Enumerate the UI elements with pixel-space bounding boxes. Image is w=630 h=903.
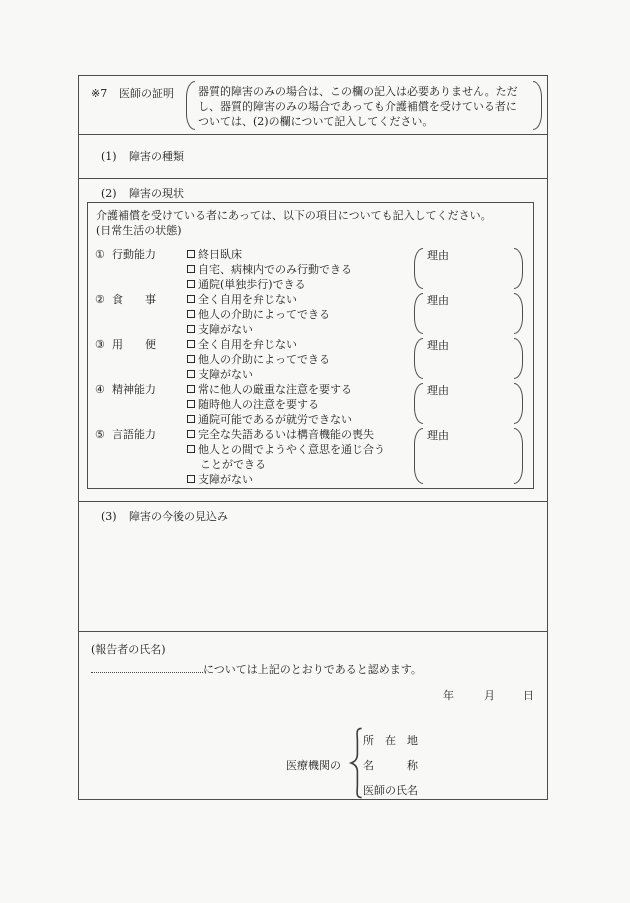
option-row — [187, 427, 395, 442]
reason-bracket — [414, 338, 523, 379]
section2-no: (2) — [101, 187, 117, 200]
right-paren-icon — [514, 248, 523, 289]
option-row — [187, 367, 395, 382]
item-label: 精神能力 — [112, 383, 156, 396]
daily-life-subnote: (日常生活の状態) — [96, 224, 182, 237]
org-field: 名 称 — [363, 759, 418, 772]
reason-label: 理由 — [427, 294, 449, 307]
option-label: 終日臥床 — [198, 248, 242, 261]
org-field: 所 在 地 — [363, 734, 418, 747]
reason-bracket — [414, 428, 523, 484]
option-label: 支障がない — [198, 473, 253, 486]
option-label: 完全な失語あるいは構音機能の喪失 — [198, 428, 374, 441]
option-row — [187, 277, 395, 292]
name-fill-line[interactable] — [91, 661, 203, 673]
option-row — [187, 247, 395, 262]
option-label: 他人との間でようやく意思を通じ合うことができる — [198, 443, 385, 471]
header-section-no: ※7 — [91, 87, 108, 100]
right-paren-icon — [514, 428, 523, 484]
option-row — [187, 382, 395, 397]
checkbox-icon[interactable] — [187, 445, 195, 453]
item-row — [88, 292, 533, 337]
section2-title: 障害の現状 — [129, 187, 184, 200]
reason-bracket — [414, 248, 523, 289]
option-label: 他人の介助によってできる — [198, 353, 330, 366]
item-label: 用 便 — [112, 338, 156, 351]
note-line: し、器質的障害のみの場合であっても介護補償を受けている者に — [198, 100, 517, 113]
right-paren-icon — [533, 81, 542, 130]
left-paren-icon — [414, 383, 423, 424]
checkbox-icon[interactable] — [187, 295, 195, 303]
item-options — [187, 292, 395, 337]
org-field: 医師の氏名 — [363, 784, 418, 797]
header-note-text — [198, 84, 532, 129]
option-label: 常に他人の厳重な注意を要する — [198, 383, 352, 396]
option-label: 随時他人の注意を要する — [198, 398, 319, 411]
header-title: 医師の証明 — [119, 87, 174, 100]
item-row — [88, 427, 533, 487]
item-label: 言語能力 — [112, 428, 156, 441]
option-row — [187, 292, 395, 307]
option-row — [187, 322, 395, 337]
statement-text: については上記のとおりであると認めます。 — [203, 663, 422, 676]
footer-row — [79, 631, 547, 801]
daily-life-box — [87, 202, 534, 489]
checkbox-icon[interactable] — [187, 265, 195, 273]
note-line: 器質的障害のみの場合は、この欄の記入は必要ありません。ただ — [198, 85, 518, 98]
right-paren-icon — [514, 293, 523, 334]
option-row — [187, 472, 395, 487]
right-paren-icon — [514, 338, 523, 379]
option-label: 支障がない — [198, 323, 253, 336]
item-number: ⑤ — [95, 428, 105, 441]
option-row — [187, 337, 395, 352]
option-label: 通院可能であるが就労できない — [198, 413, 352, 426]
reason-label: 理由 — [427, 339, 449, 352]
option-label: 全く自用を弁じない — [198, 293, 297, 306]
section1-row — [79, 134, 547, 178]
reason-bracket — [414, 383, 523, 424]
note-line: ついては、(2)の欄について記入してください。 — [198, 115, 434, 128]
option-label: 他人の介助によってできる — [198, 308, 330, 321]
reason-bracket — [414, 293, 523, 334]
date-day-label: 日 — [523, 689, 534, 702]
item-options — [187, 427, 395, 487]
option-row — [187, 442, 395, 472]
form-sheet — [78, 75, 548, 800]
option-label: 通院(単独歩行)できる — [198, 278, 306, 291]
option-row — [187, 412, 395, 427]
item-options — [187, 382, 395, 427]
right-paren-icon — [514, 383, 523, 424]
item-row — [88, 382, 533, 427]
option-row — [187, 307, 395, 322]
item-label: 行動能力 — [112, 248, 156, 261]
reason-label: 理由 — [427, 249, 449, 262]
item-number: ① — [95, 248, 105, 261]
reporter-label: (報告者の氏名) — [91, 643, 166, 656]
checkbox-icon[interactable] — [187, 340, 195, 348]
item-row — [88, 337, 533, 382]
date-month-label: 月 — [484, 689, 495, 702]
checkbox-icon[interactable] — [187, 250, 195, 258]
checkbox-icon[interactable] — [187, 430, 195, 438]
item-number: ③ — [95, 338, 105, 351]
date-year-label: 年 — [443, 689, 454, 702]
item-row — [88, 247, 533, 292]
item-options — [187, 247, 395, 292]
checkbox-icon[interactable] — [187, 400, 195, 408]
left-paren-icon — [414, 338, 423, 379]
section2-row — [79, 178, 547, 501]
left-paren-icon — [414, 293, 423, 334]
item-options — [187, 337, 395, 382]
option-row — [187, 352, 395, 367]
option-label: 自宅、病棟内でのみ行動できる — [198, 263, 352, 276]
checkbox-icon[interactable] — [187, 280, 195, 288]
checkbox-icon[interactable] — [187, 310, 195, 318]
section3-title: 障害の今後の見込み — [129, 510, 228, 523]
item-label: 食 事 — [112, 293, 156, 306]
org-label: 医療機関の — [286, 759, 341, 772]
section1-no: (1) — [101, 150, 117, 163]
option-label: 支障がない — [198, 368, 253, 381]
section1-title: 障害の種類 — [129, 150, 184, 163]
left-paren-icon — [414, 428, 423, 484]
certification-line — [91, 661, 422, 677]
reason-label: 理由 — [427, 384, 449, 397]
checkbox-icon[interactable] — [187, 355, 195, 363]
org-brace-icon — [349, 727, 363, 799]
header-note-bracket — [186, 81, 542, 130]
item-number: ④ — [95, 383, 105, 396]
reason-label: 理由 — [427, 429, 449, 442]
option-label: 全く自用を弁じない — [198, 338, 297, 351]
checkbox-icon[interactable] — [187, 325, 195, 333]
option-row — [187, 397, 395, 412]
care-note: 介護補償を受けている者にあっては、以下の項目についても記入してください。 — [96, 209, 492, 222]
item-number: ② — [95, 293, 105, 306]
option-row — [187, 262, 395, 277]
header-row — [79, 76, 547, 134]
section3-no: (3) — [101, 510, 117, 523]
left-paren-icon — [186, 81, 195, 130]
checkbox-icon[interactable] — [187, 370, 195, 378]
checkbox-icon[interactable] — [187, 415, 195, 423]
checkbox-icon[interactable] — [187, 385, 195, 393]
left-paren-icon — [414, 248, 423, 289]
section3-row — [79, 501, 547, 631]
checkbox-icon[interactable] — [187, 475, 195, 483]
